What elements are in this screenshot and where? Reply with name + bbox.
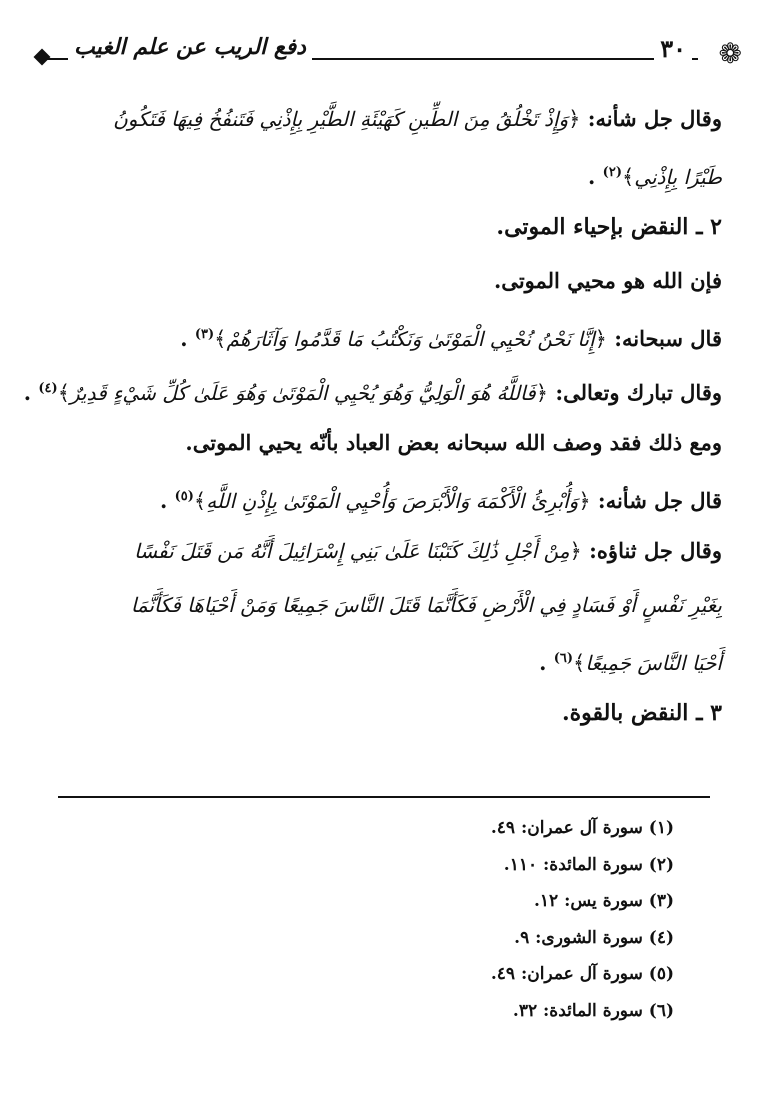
line-lead: وقال جل شأنه: [580, 106, 722, 131]
footnote-ref: (٦) [553, 651, 574, 666]
quran-verse: مِنْ أَجْلِ ذَٰلِكَ كَتَبْنَا عَلَىٰ بَنِي إِسْرَائِيلَ أَنَّهُ مَن قَتَلَ نَفْسًا [134, 539, 570, 563]
quran-verse: وَإِذْ تَخْلُقُ مِنَ الطِّينِ كَهَيْئَةِ الطَّيْرِ بِإِذْنِي فَتَنفُخُ فِيهَا فَتَكُونُ [113, 107, 569, 131]
quran-bracket-close: ﴾ [193, 489, 207, 513]
text-line-8 [56, 470, 722, 524]
footnote-separator [58, 796, 710, 798]
quran-verse: إِنَّا نَحْنُ نُحْيِي الْمَوْتَىٰ وَنَكْتُبُ مَا قَدَّمُوا وَآثَارَهُمْ [226, 327, 595, 351]
quran-bracket-open: ﴿ [578, 489, 591, 513]
footnote-ref: (٣) [194, 327, 215, 342]
footnote-ref: (٤) [38, 381, 58, 396]
line-end: . [23, 380, 32, 405]
quran-bracket-close: ﴾ [621, 165, 635, 189]
text-line-11 [56, 632, 722, 686]
line-lead: قال سبحانه: [606, 326, 722, 351]
quran-verse: فَاللَّهُ هُوَ الْوَلِيُّ وَهُوَ يُحْيِي الْمَوْتَىٰ وَهُوَ عَلَىٰ كُلِّ شَيْءٍ قَدِيرٌ [70, 381, 536, 405]
quran-verse: طَيْرًا بِإِذْنِي [634, 165, 722, 189]
footnote-ref: (٥) [174, 489, 194, 504]
footnotes [74, 810, 674, 1029]
footnote-6: (٦) سورة المائدة: ٣٢. [512, 1000, 674, 1021]
footnote-2: (٢) سورة المائدة: ١١٠. [503, 854, 674, 875]
line-end: . [159, 488, 168, 513]
quran-bracket-open: ﴿ [569, 539, 582, 563]
text-line-1 [56, 92, 722, 146]
line-lead: وقال تبارك وتعالى: [548, 380, 722, 405]
text-line-4: فإن الله هو محيي الموتى. [494, 268, 722, 293]
floral-ornament-icon: ❁ [718, 37, 742, 70]
page-number: ٣٠ [654, 34, 692, 63]
quran-bracket-open: ﴿ [535, 381, 549, 405]
footnote-5: (٥) سورة آل عمران: ٤٩. [490, 964, 674, 984]
footnote-1: (١) سورة آل عمران: ٤٩. [490, 818, 674, 838]
line-lead: وقال جل ثناؤه: [581, 538, 722, 563]
text-line-7: ومع ذلك فقد وصف الله سبحانه بعض العباد بأنّه يحيي الموتى. [185, 430, 722, 455]
text-line-2 [56, 146, 722, 200]
page-header [28, 34, 750, 80]
quran-verse: بِغَيْرِ نَفْسٍ أَوْ فَسَادٍ فِي الْأَرْضِ فَكَأَنَّمَا قَتَلَ النَّاسَ جَمِيعًا وَمَنْ أَحْيَاهَا فَكَأَنَّمَا [130, 593, 722, 617]
quran-bracket-close: ﴾ [573, 651, 586, 675]
line-end: . [539, 650, 547, 675]
quran-bracket-open: ﴿ [594, 327, 607, 351]
footnote-3: (٣) سورة يس: ١٢. [534, 891, 674, 911]
quran-bracket-close: ﴾ [57, 381, 70, 405]
quran-verse: وَأُبْرِئُ الْأَكْمَهَ وَالْأَبْرَصَ وَأُحْيِي الْمَوْتَىٰ بِإِذْنِ اللَّهِ [206, 489, 579, 513]
running-title: دفع الريب عن علم الغيب [68, 34, 312, 60]
line-lead: قال جل شأنه: [590, 488, 722, 513]
text-line-10 [56, 578, 722, 632]
main-text [23, 92, 722, 740]
line-end: . [180, 326, 188, 351]
text-line-5 [56, 308, 722, 362]
text-line-6 [23, 362, 722, 416]
line-end: . [588, 164, 596, 189]
text-line-9 [56, 524, 722, 578]
quran-bracket-open: ﴿ [568, 107, 581, 131]
section-heading-3: ٣ ـ النقض بالقوة. [562, 700, 722, 726]
footnote-4: (٤) سورة الشورى: ٩. [514, 927, 674, 948]
quran-verse: أَحْيَا النَّاسَ جَمِيعًا [585, 651, 722, 675]
quran-bracket-close: ﴾ [214, 327, 227, 351]
diamond-ornament-icon [34, 49, 51, 66]
section-heading-2: ٢ ـ النقض بإحياء الموتى. [496, 214, 722, 240]
footnote-ref: (٢) [602, 165, 622, 180]
